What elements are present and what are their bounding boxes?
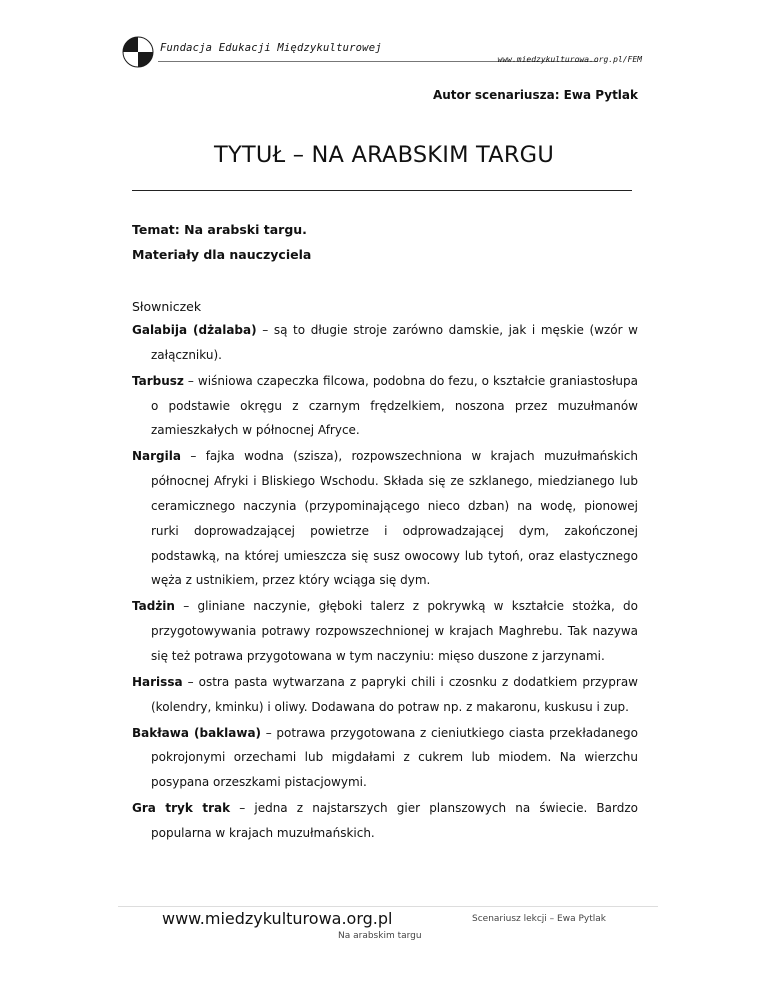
footer-subtitle: Na arabskim targu xyxy=(338,931,422,941)
topic-line: Temat: Na arabski targu. xyxy=(132,222,307,237)
glossary-definition: – fajka wodna (szisza), rozpowszechniona w krajach muzułmańskich północnej Afryki i Bliskiego Wschodu. Składa się ze szklanego, miedzianego lub ceramicznego naczynia (przypominającego nieco dzban) na wodę, pionowej rurki doprowadzającej powietrze i odprowadzającej dym, zakończonej podstawką, na której umieszcza się susz owocowy lub tytoń, oraz elastycznego węża z ustnikiem, przez który wciąga się dym. xyxy=(151,449,638,588)
header-url[interactable]: www.miedzykulturowa.org.pl/FEM xyxy=(497,55,642,64)
glossary-definition: – są to długie stroje zarówno damskie, jak i męskie (wzór w załączniku). xyxy=(151,323,638,362)
glossary-definition: – gliniane naczynie, głęboki talerz z pokrywką w kształcie stożka, do przygotowywania potrawy rozpowszechnionej w krajach Maghrebu. Tak nazywa się też potrawa przygotowana w tym naczyniu: mięso duszone z jarzynami. xyxy=(151,599,638,663)
glossary-definition: – potrawa przygotowana z cieniutkiego ciasta przekładanego pokrojonymi orzechami lub migdałami z cukrem lub miodem. Na wierzchu posypana orzeszkami pistacjowymi. xyxy=(151,725,638,790)
glossary-entry-harissa xyxy=(132,670,638,720)
glossary-definition: – wiśniowa czapeczka filcowa, podobna do fezu, o kształcie graniastosłupa o podstawie okręgu z czarnym frędzelkiem, noszona przez muzułmanów zamieszkałych w północnej Afryce. xyxy=(151,373,638,438)
footer-divider xyxy=(118,906,658,907)
author-line: Autor scenariusza: Ewa Pytlak xyxy=(432,88,638,102)
glossary-term: Tadżin xyxy=(132,599,175,614)
glossary-term: Gra tryk trak xyxy=(132,801,231,816)
footer-url[interactable]: www.miedzykulturowa.org.pl xyxy=(162,909,393,928)
glossary-term: Galabija (dżalaba) xyxy=(132,323,257,337)
glossary-term: Nargila xyxy=(132,449,181,464)
page-title: TYTUŁ – NA ARABSKIM TARGU xyxy=(214,142,554,168)
glossary-list xyxy=(132,318,638,847)
glossary-entry-nargila xyxy=(132,444,638,593)
glossary-term: Bakława (baklawa) xyxy=(132,725,262,740)
glossary-heading: Słowniczek xyxy=(132,299,202,314)
glossary-entry-tarbusz xyxy=(132,369,638,443)
glossary-term: Tarbusz xyxy=(132,373,184,388)
glossary-entry-tryk-trak xyxy=(132,796,638,846)
title-divider xyxy=(132,190,632,191)
glossary-entry-tadzin xyxy=(132,594,638,668)
glossary-definition: – ostra pasta wytwarzana z papryki chili i czosnku z dodatkiem przypraw (kolendry, kminku) i oliwy. Dodawana do potraw np. z makaronu, kuskusu i zup. xyxy=(151,674,638,714)
glossary-definition: – jedna z najstarszych gier planszowych na świecie. Bardzo popularna w krajach muzułmańskich. xyxy=(151,801,638,841)
foundation-name: Fundacja Edukacji Międzykulturowej xyxy=(160,42,382,54)
materials-heading: Materiały dla nauczyciela xyxy=(132,247,312,262)
page-header xyxy=(122,34,642,74)
foundation-logo-icon xyxy=(122,36,154,68)
glossary-entry-baklawa xyxy=(132,721,638,795)
footer-credit: Scenariusz lekcji – Ewa Pytlak xyxy=(472,914,606,924)
glossary-term: Harissa xyxy=(132,674,183,689)
glossary-entry-galabija xyxy=(132,318,638,368)
